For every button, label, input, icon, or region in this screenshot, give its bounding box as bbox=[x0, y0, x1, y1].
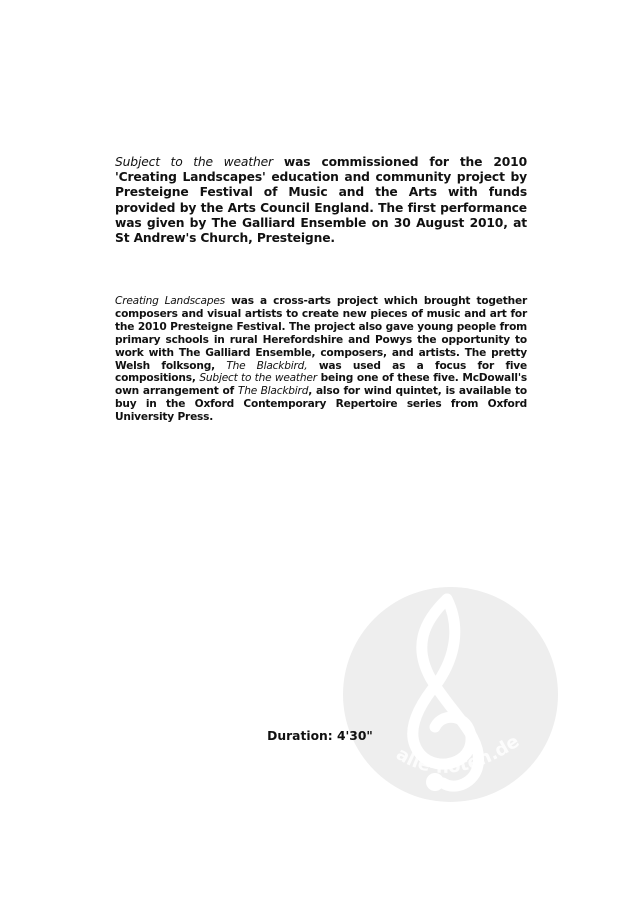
project-title: Creating Landscapes bbox=[115, 295, 225, 307]
intro-title: Subject to the weather bbox=[115, 155, 273, 169]
intro-paragraph bbox=[115, 155, 527, 246]
project-text-1: was a cross-arts project which brought together composers and visual artists to create new pieces of music and art for the 2010 Presteigne Festival. The project also gave young people from primary schools in rural Herefordshire and Powys the opportunity to work with The Galliard Ensemble, composers, and artists. The pretty Welsh folksong, bbox=[115, 295, 528, 372]
intro-text: was commissioned for the 2010 'Creating Landscapes' education and community project by Presteigne Festival of Music and the Arts with funds provided by the Arts Council England. The first performance was given by The Galliard Ensemble on 30 August 2010, at St Andrew's Church, Presteigne. bbox=[115, 155, 527, 246]
watermark-text: alle-noten.de bbox=[392, 730, 524, 778]
watermark-circle bbox=[343, 587, 558, 802]
project-text-2: was used as a focus for five compositions, bbox=[115, 359, 527, 385]
project-paragraph bbox=[115, 295, 527, 424]
project-text-4: , also for wind quintet, is available to buy in the Oxford Contemporary Repertoire series from Oxford University Press. bbox=[115, 385, 527, 424]
piece-title: Subject to the weather bbox=[199, 372, 317, 385]
arrangement-title: The Blackbird bbox=[237, 385, 309, 398]
project-text-3: being one of these five. McDowall's own arrangement of bbox=[115, 372, 528, 398]
duration-label: Duration: 4'30" bbox=[267, 729, 373, 743]
watermark bbox=[343, 587, 558, 802]
folksong-title: The Blackbird, bbox=[226, 359, 308, 372]
